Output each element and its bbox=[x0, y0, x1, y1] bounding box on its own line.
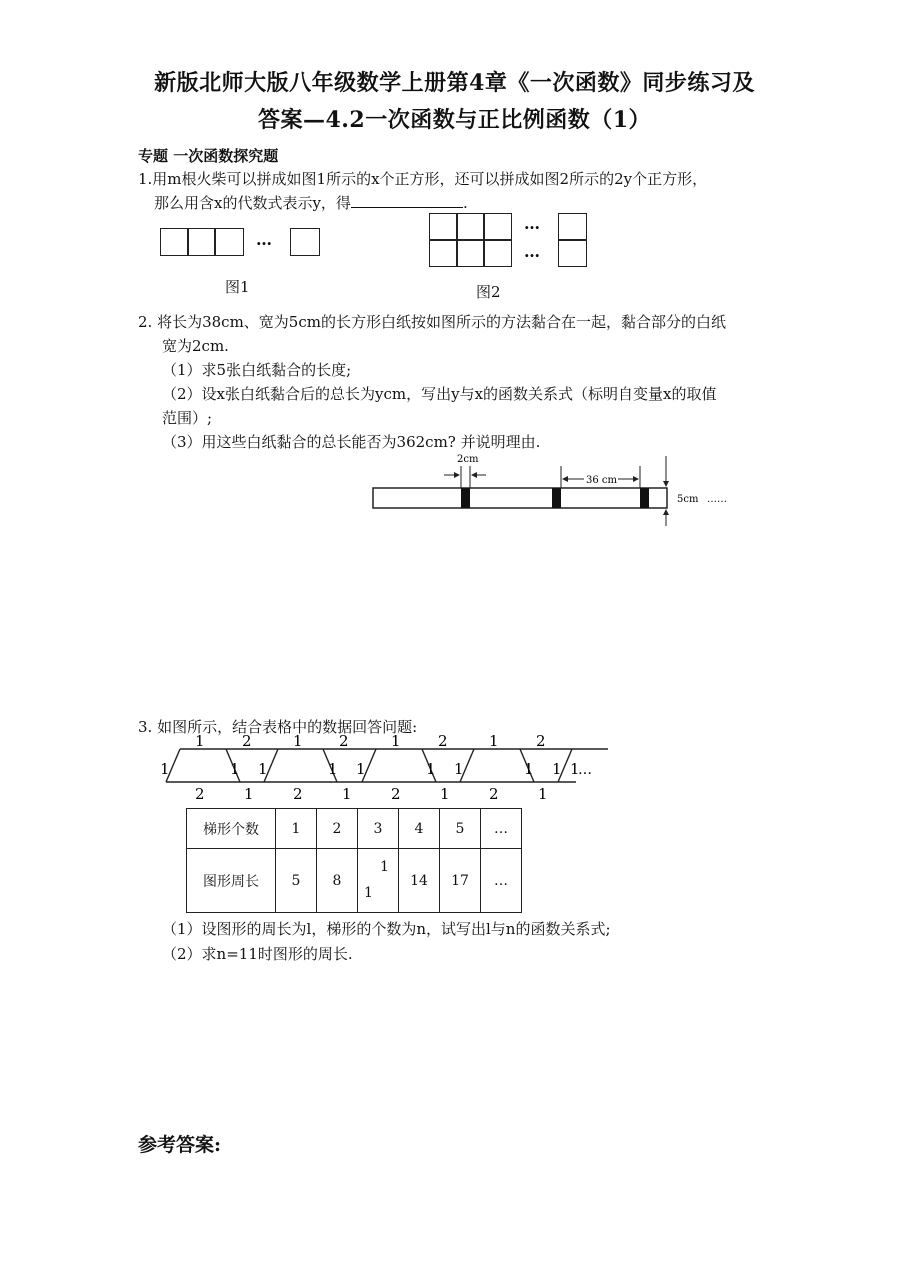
svg-text:1: 1 bbox=[570, 760, 580, 778]
fig2-square bbox=[429, 213, 458, 241]
q3-line-1: 3. 如图所示，结合表格中的数据回答问题: bbox=[138, 718, 418, 736]
svg-text:2: 2 bbox=[438, 734, 448, 750]
table-cell: 4 bbox=[399, 809, 440, 849]
trapezoid-bottom-labels bbox=[195, 785, 548, 803]
svg-text:1: 1 bbox=[328, 760, 338, 778]
q2-sub-2-cont: 范围）; bbox=[162, 409, 213, 427]
strip-dots: …… bbox=[707, 494, 727, 505]
q2-sub-2: （2）设x张白纸黏合后的总长为ycm，写出y与x的函数关系式（标明自变量x的取值 bbox=[162, 385, 717, 403]
fig1-square bbox=[187, 228, 216, 256]
overlap-label: 2cm bbox=[457, 454, 479, 465]
svg-text:1: 1 bbox=[538, 785, 548, 803]
fig2-square bbox=[456, 213, 485, 241]
fig2-dots-bottom: … bbox=[524, 242, 541, 261]
table-cell: 1 bbox=[276, 809, 317, 849]
q1-line-2 bbox=[154, 192, 468, 213]
table-cell: 17 bbox=[440, 849, 481, 913]
q1-line-1: 1.用m根火柴可以拼成如图1所示的x个正方形，还可以拼成如图2所示的2y个正方形， bbox=[138, 170, 708, 188]
fig1-dots: … bbox=[256, 230, 273, 249]
svg-text:1: 1 bbox=[356, 760, 366, 778]
q1-answer-blank bbox=[351, 193, 463, 208]
q1-line-2-end: . bbox=[462, 194, 468, 212]
svg-text:2: 2 bbox=[293, 785, 303, 803]
svg-text:1: 1 bbox=[391, 734, 401, 750]
perimeter-table bbox=[186, 808, 522, 913]
q3-sub-2: （2）求n=11时图形的周长. bbox=[162, 945, 353, 963]
svg-text:1: 1 bbox=[440, 785, 450, 803]
q2-sub-3: （3）用这些白纸黏合的总长能否为362cm? 并说明理由. bbox=[162, 433, 541, 451]
svg-text:1: 1 bbox=[258, 760, 268, 778]
table-cell: 2 bbox=[317, 809, 358, 849]
page-title-line-2: 答案—4.2一次函数与正比例函数（1） bbox=[257, 107, 652, 133]
svg-text:1: 1 bbox=[426, 760, 436, 778]
table-cell-split bbox=[358, 849, 399, 913]
table-cell: 8 bbox=[317, 849, 358, 913]
svg-text:2: 2 bbox=[339, 734, 349, 750]
fig2-square bbox=[558, 239, 587, 267]
fig2-square bbox=[456, 239, 485, 267]
q2-sub-1: （1）求5张白纸黏合的长度; bbox=[162, 361, 352, 379]
svg-text:2: 2 bbox=[536, 734, 546, 750]
fig1-square bbox=[290, 228, 320, 256]
table-row bbox=[187, 849, 522, 913]
fig2-square bbox=[558, 213, 587, 241]
svg-text:2: 2 bbox=[242, 734, 252, 750]
overlap-region bbox=[640, 488, 649, 508]
overlap-region bbox=[552, 488, 561, 508]
svg-text:1: 1 bbox=[342, 785, 352, 803]
fig1-caption: 图1 bbox=[225, 278, 250, 296]
table-header-perimeter: 图形周长 bbox=[187, 849, 276, 913]
fig1-square bbox=[214, 228, 244, 256]
section-heading: 专题 一次函数探究题 bbox=[138, 147, 279, 165]
answer-heading: 参考答案: bbox=[138, 1134, 222, 1156]
trapezoid-top-labels bbox=[195, 734, 546, 750]
table-header-count: 梯形个数 bbox=[187, 809, 276, 849]
svg-text:1: 1 bbox=[230, 760, 240, 778]
paper-strip bbox=[373, 488, 667, 508]
table-cell: 3 bbox=[358, 809, 399, 849]
svg-text:2: 2 bbox=[489, 785, 499, 803]
q2-strip-figure bbox=[360, 448, 740, 530]
svg-text:1: 1 bbox=[293, 734, 303, 750]
table-cell: 14 bbox=[399, 849, 440, 913]
trapezoid-figure bbox=[158, 734, 608, 804]
svg-text:2: 2 bbox=[195, 785, 205, 803]
svg-text:1: 1 bbox=[552, 760, 562, 778]
table-cell: … bbox=[481, 849, 522, 913]
svg-text:1: 1 bbox=[524, 760, 534, 778]
table-cell-top-digit: 1 bbox=[380, 859, 389, 875]
fig1-square bbox=[160, 228, 189, 256]
width-label: 5cm bbox=[677, 494, 699, 505]
fig2-square bbox=[483, 239, 512, 267]
svg-text:1: 1 bbox=[160, 760, 170, 778]
fig2-dots-top: … bbox=[524, 214, 541, 233]
fig2-square bbox=[429, 239, 458, 267]
svg-text:1: 1 bbox=[454, 760, 464, 778]
table-row bbox=[187, 809, 522, 849]
overlap-region bbox=[461, 488, 470, 508]
q3-sub-1: （1）设图形的周长为l，梯形的个数为n，试写出l与n的函数关系式; bbox=[162, 920, 611, 938]
svg-text:2: 2 bbox=[391, 785, 401, 803]
length-label: 36 cm bbox=[586, 475, 617, 486]
page-title-line-1: 新版北师大版八年级数学上册第4章《一次函数》同步练习及 bbox=[154, 70, 755, 96]
table-cell: 5 bbox=[440, 809, 481, 849]
table-cell: 5 bbox=[276, 849, 317, 913]
table-cell-bottom-digit: 1 bbox=[364, 885, 373, 901]
trapezoid-dots: … bbox=[578, 762, 592, 778]
svg-text:1: 1 bbox=[244, 785, 254, 803]
table-cell: … bbox=[481, 809, 522, 849]
q2-line-1: 2. 将长为38cm、宽为5cm的长方形白纸按如图所示的方法黏合在一起，黏合部分的白纸 bbox=[138, 313, 726, 331]
fig2-square bbox=[483, 213, 512, 241]
fig2-caption: 图2 bbox=[476, 283, 501, 301]
svg-text:1: 1 bbox=[489, 734, 499, 750]
svg-text:1: 1 bbox=[195, 734, 205, 750]
q2-line-2: 宽为2cm. bbox=[162, 337, 229, 355]
q1-line-2-text: 那么用含x的代数式表示y，得 bbox=[154, 194, 351, 212]
